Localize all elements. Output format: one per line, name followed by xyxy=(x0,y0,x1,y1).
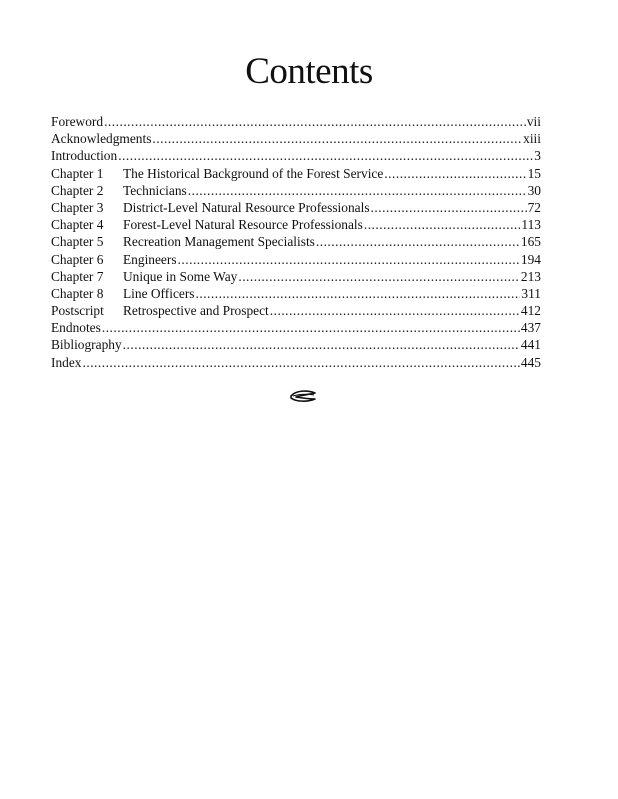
toc-leader-dots xyxy=(364,216,521,233)
toc-entry-title: Forest-Level Natural Resource Professionals xyxy=(123,217,363,233)
toc-entry[interactable] xyxy=(51,130,541,147)
toc-leader-dots xyxy=(196,285,521,302)
toc-leader-dots xyxy=(371,199,527,216)
toc-entry-title: Unique in Some Way xyxy=(123,268,238,284)
toc-entry-number: Chapter 6 xyxy=(51,251,104,267)
toc-entry-page: 30 xyxy=(527,182,541,198)
toc-entry-number: Postscript xyxy=(51,303,104,319)
table-of-contents xyxy=(51,113,541,371)
toc-entry-title: Acknowledgments xyxy=(51,131,152,147)
toc-entry-page: 3 xyxy=(534,148,541,164)
toc-entry-page: vii xyxy=(526,114,541,129)
toc-leader-dots xyxy=(118,147,533,164)
toc-entry[interactable] xyxy=(51,285,541,302)
toc-entry-title: Bibliography xyxy=(51,337,122,353)
toc-entry-number: Chapter 7 xyxy=(51,268,104,284)
toc-entry-page: 412 xyxy=(520,303,541,319)
toc-entry-page: 113 xyxy=(521,217,541,233)
toc-entry-number: Chapter 1 xyxy=(51,165,104,181)
toc-entry[interactable] xyxy=(51,302,541,319)
toc-leader-dots xyxy=(102,319,520,336)
toc-entry-title: Line Officers xyxy=(123,285,195,301)
toc-entry-page: 437 xyxy=(520,320,541,336)
toc-leader-dots xyxy=(270,302,520,319)
toc-entry-page: xiii xyxy=(523,131,541,147)
toc-entry-page: 445 xyxy=(520,354,541,370)
toc-entry[interactable] xyxy=(51,182,541,199)
toc-entry[interactable] xyxy=(51,199,541,216)
toc-leader-dots xyxy=(316,233,520,250)
toc-entry-title: Engineers xyxy=(123,251,177,267)
toc-leader-dots xyxy=(238,268,520,285)
toc-entry[interactable] xyxy=(51,319,541,336)
toc-entry-title: Endnotes xyxy=(51,320,101,336)
toc-leader-dots xyxy=(104,113,526,130)
toc-leader-dots xyxy=(384,165,526,182)
toc-entry-title: Technicians xyxy=(123,182,187,198)
toc-entry-title: Introduction xyxy=(51,148,118,164)
toc-entry[interactable] xyxy=(51,165,541,182)
toc-entry[interactable] xyxy=(51,336,541,353)
toc-entry-number: Chapter 4 xyxy=(51,217,104,233)
toc-entry[interactable] xyxy=(51,216,541,233)
toc-entry-number: Chapter 2 xyxy=(51,182,104,198)
toc-entry-page: 213 xyxy=(520,268,541,284)
toc-entry-title: Index xyxy=(51,354,82,370)
toc-leader-dots xyxy=(83,354,520,371)
toc-entry-number: Chapter 3 xyxy=(51,199,104,215)
toc-entry-page: 311 xyxy=(521,285,541,301)
page-title: Contents xyxy=(245,51,373,92)
toc-entry-page: 72 xyxy=(527,199,541,215)
toc-entry-title: The Historical Background of the Forest Service xyxy=(123,165,384,181)
flourish-icon xyxy=(288,386,318,406)
toc-entry-page: 165 xyxy=(520,234,541,250)
toc-entry[interactable] xyxy=(51,113,541,130)
toc-leader-dots xyxy=(123,336,520,353)
toc-entry-page: 194 xyxy=(520,251,541,267)
toc-entry-number: Chapter 8 xyxy=(51,285,104,301)
toc-entry-title: Retrospective and Prospect xyxy=(123,303,269,319)
toc-entry-number: Chapter 5 xyxy=(51,234,104,250)
toc-entry[interactable] xyxy=(51,147,541,164)
toc-leader-dots xyxy=(188,182,527,199)
toc-entry-page: 15 xyxy=(527,165,541,181)
toc-entry[interactable] xyxy=(51,268,541,285)
toc-entry-title: District-Level Natural Resource Professionals xyxy=(123,199,370,215)
toc-entry-title: Foreword xyxy=(51,114,104,129)
toc-entry[interactable] xyxy=(51,251,541,268)
toc-entry-page: 441 xyxy=(520,337,541,353)
toc-entry[interactable] xyxy=(51,354,541,371)
toc-entry-title: Recreation Management Specialists xyxy=(123,234,315,250)
toc-leader-dots xyxy=(178,251,520,268)
toc-entry[interactable] xyxy=(51,233,541,250)
toc-leader-dots xyxy=(152,130,522,147)
